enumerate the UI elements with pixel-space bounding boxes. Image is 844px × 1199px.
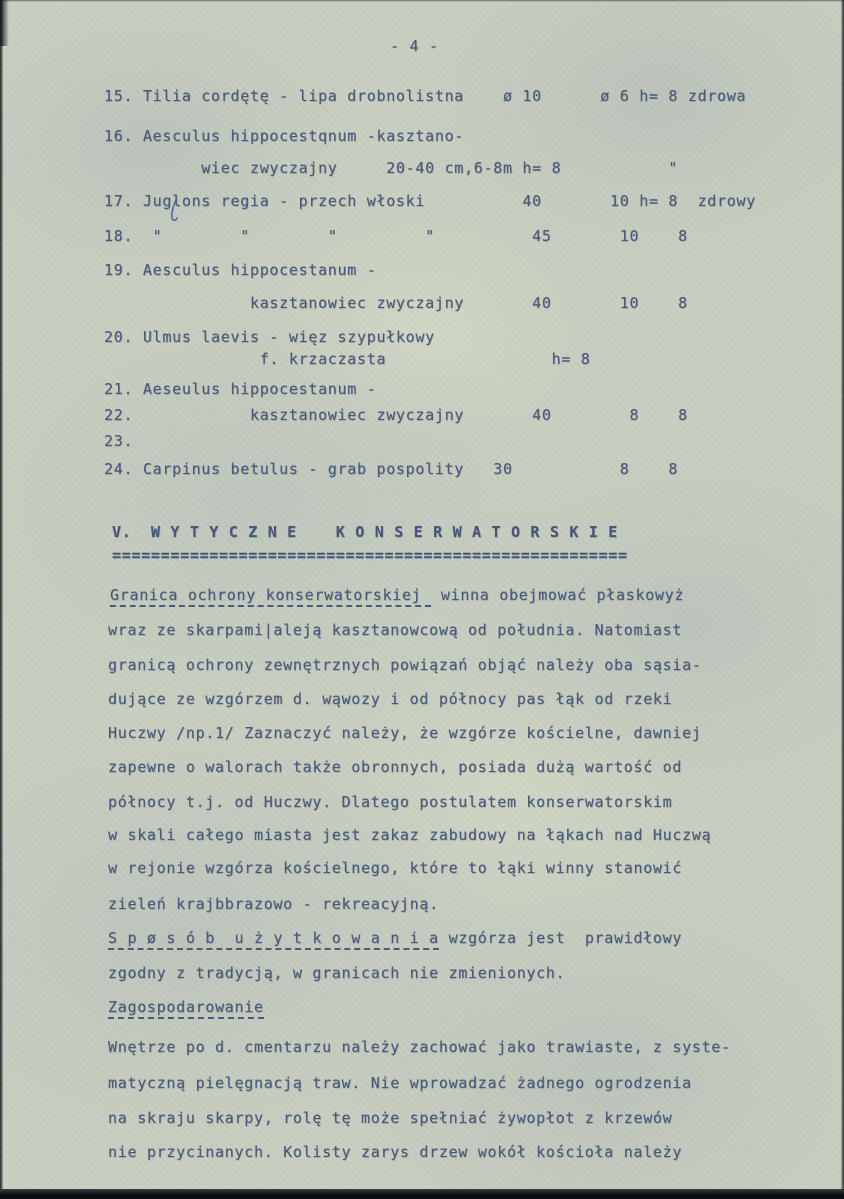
scan-edge-top [0,0,844,2]
paragraph-line: matyczną pielęgnacją traw. Nie wprowadzać żadnego ogrodzenia [108,1074,692,1092]
paragraph-line: w rejonie wzgórza kościelnego, które to łąki winny stanowić [108,859,683,877]
tree-list-line-16b: wiec zwyczajny 20-40 cm,6-8m h= 8 " [104,159,679,177]
paragraph-line: Huczwy /np.1/ Zaznaczyć należy, że wzgórze kościelne, dawniej [108,724,702,742]
section-heading-rule: ===================================================== [112,546,628,564]
tree-list-line-18: 18. " " " " 45 10 8 [104,227,688,245]
underlined-phrase-sposob: S p ø s ó b u ż y t k o w a n i a [108,929,439,950]
underlined-phrase-granica: Granica ochrony konserwatorskiej [110,586,431,607]
underlined-phrase-zagospodarowanie: Zagospodarowanie [108,998,264,1019]
tree-list-line-19b: kasztanowiec zwyczajny 40 10 8 [104,294,688,312]
paragraph-line: wraz ze skarpami|aleją kasztanowcową od południa. Natomiast [108,621,683,639]
page-number: - 4 - [390,37,439,55]
scan-edge-left [0,0,3,1199]
tree-list-line-20: 20. Ulmus laevis - więz szypułkowy [104,328,435,346]
tree-list-line-15: 15. Tilia cordętę - lipa drobnolistna ø 10 ø 6 h= 8 zdrowa [104,87,747,105]
paragraph-line: dujące ze wzgórzem d. wąwozy i od północy pas łąk od rzeki [108,690,673,708]
paragraph-line-granica [110,585,684,605]
tree-list-line-21: 21. Aeseulus hippocestanum - [104,380,377,398]
pen-correction-mark [168,199,182,223]
paragraph-line-zagospodarowanie [108,997,264,1017]
tree-list-line-24: 24. Carpinus betulus - grab pospolity 30 8 8 [104,460,679,478]
tree-list-line-17: 17. Juglons regia - przech włoski 40 10 h= 8 zdrowy [104,192,756,210]
tree-list-line-19: 19. Aesculus hippocestanum - [104,261,377,279]
paragraph-line: zieleń krajbbrazowo - rekreacyjną. [108,895,439,913]
scan-bottom-band [0,1189,844,1199]
scan-corner-mark [0,0,9,46]
paragraph-line: zapewne o walorach także obronnych, posiada dużą wartość od [108,758,683,776]
section-heading: V. W Y T Y C Z N E K O N S E R W A T O R S K I E [112,523,618,541]
tree-list-line-22: 22. kasztanowiec zwyczajny 40 8 8 [104,406,688,424]
paragraph-text: wzgórza jest prawidłowy [438,929,683,947]
paragraph-line: Wnętrze po d. cmentarzu należy zachować jako trawiaste, z syste- [108,1038,731,1056]
paragraph-line-sposob [108,928,682,948]
paragraph-line: w skali całego miasta jest zakaz zabudowy na łąkach nad Huczwą [108,826,712,844]
tree-list-line-16: 16. Aesculus hippocestqnum -kasztano- [104,127,465,145]
tree-list-line-20b: f. krzaczasta h= 8 [104,350,591,368]
paragraph-line: na skraju skarpy, rolę tę może spełniać żywopłot z krzewów [108,1109,673,1127]
paragraph-line: granicą ochrony zewnętrznych powiązań objąć należy oba sąsia- [108,656,702,674]
paragraph-line: północy t.j. od Huczwy. Dlatego postulatem konserwatorskim [108,793,673,811]
paragraph-line: nie przycinanych. Kolisty zarys drzew wokół kościoła należy [108,1143,683,1161]
tree-list-line-23: 23. [104,432,134,450]
paragraph-text: winna obejmować płaskowyż [431,586,685,604]
paragraph-line: zgodny z tradycją, w granicach nie zmienionych. [108,964,566,982]
